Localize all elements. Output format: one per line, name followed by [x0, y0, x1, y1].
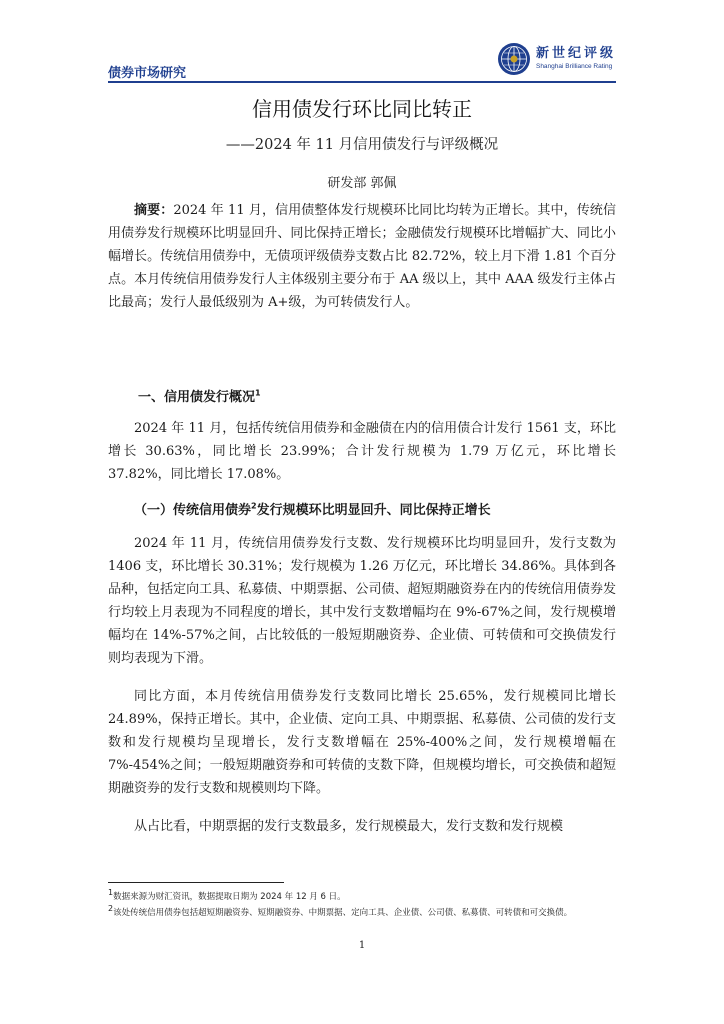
header-divider — [108, 81, 616, 83]
footnote-ref-2[interactable]: 2 — [251, 501, 257, 511]
subsection-heading-pre: （一）传统信用债券 — [134, 503, 252, 518]
subsection-paragraph-1: 2024 年 11 月，传统信用债券发行支数、发行规模环比均明显回升，发行支数为 1406 支，环比增长 30.31%；发行规模为 1.26 万亿元，环比增长 34.86%。具体到各品种，包括定向工具、私募债、中期票据、公司债、超短期融资券在内的传统信用债券发行均较上月表现为不同程度的增长，其中发行支数增幅均在 9%-67%之间，发行规模增幅均在 14%-57%之间，占比较低的一般短期融资券、企业债、可转债和可交换债发行则均表现为下滑。 — [108, 536, 616, 666]
abstract-paragraph — [108, 199, 616, 314]
subsection-paragraph-2: 同比方面，本月传统信用债券发行支数同比增长 25.65%，发行规模同比增长 24.89%，保持正增长。其中，企业债、定向工具、中期票据、私募债、公司债的发行支数和发行规模均呈现增长，发行支数增幅在 25%-400%之间，发行规模增幅在 7%-454%之间；一般短期融资券和可转债的支数下降，但规模均增长，可交换债和超短期融资券的发行支数和规模则均下降。 — [108, 689, 616, 796]
footnote-2 — [108, 906, 618, 920]
footnote-text: 数据来源为财汇资讯，数据提取日期为 2024 年 12 月 6 日。 — [113, 892, 346, 902]
section-heading — [138, 386, 261, 405]
section-paragraph: 2024 年 11 月，包括传统信用债券和金融债在内的信用债合计发行 1561 支，环比增长 30.63%，同比增长 23.99%；合计发行规模为 1.79 万亿元，环比增长 37.82%，同比增长 17.08%。 — [108, 421, 616, 482]
footnote-1 — [108, 890, 618, 904]
footnote-ref-1[interactable]: 1 — [255, 388, 261, 398]
subsection-heading-post: 发行规模环比明显回升、同比保持正增长 — [256, 503, 491, 518]
footnote-divider — [108, 882, 284, 883]
footnote-mark: 1 — [108, 888, 114, 898]
section-heading-text: 一、信用债发行概况 — [138, 390, 256, 405]
page-number: 1 — [358, 940, 366, 951]
footnote-text: 该处传统信用债券包括超短期融资券、短期融资券、中期票据、定向工具、企业债、公司债、私募债、可转债和可交换债。 — [113, 908, 573, 918]
section-label: 债券市场研究 — [108, 66, 187, 81]
report-subtitle: ——2024 年 11 月信用债发行与评级概况 — [225, 137, 499, 153]
logo-chinese-name: 新世纪评级 — [535, 46, 616, 62]
page-header — [108, 40, 616, 80]
subsection-heading — [134, 499, 491, 518]
report-author: 研发部 郭佩 — [327, 176, 397, 191]
globe-logo-icon — [497, 42, 531, 76]
abstract-text: 2024 年 11 月，信用债整体发行规模环比同比均转为正增长。其中，传统信用债券发行规模环比明显回升、同比保持正增长；金融债发行规模环比增幅扩大、同比小幅增长。传统信用债券中，无债项评级债券支数占比 82.72%，较上月下滑 1.81 个百分点。本月传统信用债券发行人主体级别主要分布于 AA 级以上，其中 AAA 级发行主体占比最高；发行人最低级别为 A+级，为可转债发行人。 — [108, 203, 616, 310]
subsection-paragraph-3: 从占比看，中期票据的发行支数最多，发行规模最大，发行支数和发行规模 — [134, 819, 564, 834]
report-title: 信用债发行环比同比转正 — [252, 97, 472, 121]
logo-english-name: Shanghai Brilliance Rating — [535, 63, 613, 71]
brand-logo — [497, 42, 616, 76]
footnote-mark: 2 — [108, 904, 114, 914]
abstract-label: 摘要： — [134, 203, 174, 218]
